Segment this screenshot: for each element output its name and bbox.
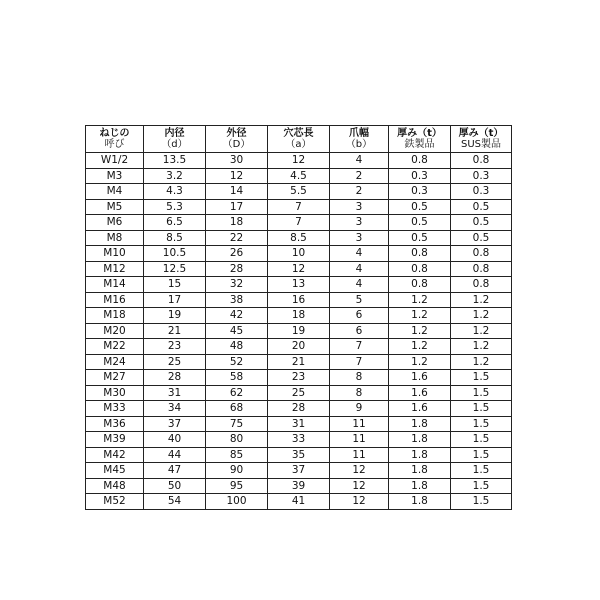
table-cell: 9 bbox=[330, 401, 389, 417]
table-row bbox=[86, 416, 512, 432]
header-claw-width bbox=[330, 126, 389, 153]
table-cell: 95 bbox=[206, 478, 268, 494]
table-cell: 0.8 bbox=[451, 246, 512, 262]
table-cell: M24 bbox=[86, 354, 144, 370]
table-cell: 1.2 bbox=[451, 308, 512, 324]
table-cell: 10.5 bbox=[144, 246, 206, 262]
table-row bbox=[86, 184, 512, 200]
table-cell: M52 bbox=[86, 494, 144, 510]
table-cell: M48 bbox=[86, 478, 144, 494]
table-cell: 5.5 bbox=[268, 184, 330, 200]
table-cell: 28 bbox=[206, 261, 268, 277]
table-cell: 31 bbox=[268, 416, 330, 432]
header-label: 穴芯長 bbox=[283, 128, 314, 139]
table-cell: 26 bbox=[206, 246, 268, 262]
table-cell: M6 bbox=[86, 215, 144, 231]
table-cell: 3.2 bbox=[144, 168, 206, 184]
table-row bbox=[86, 323, 512, 339]
header-thickness-steel bbox=[389, 126, 451, 153]
table-row bbox=[86, 261, 512, 277]
table-cell: 13.5 bbox=[144, 153, 206, 169]
table-cell: 1.8 bbox=[389, 416, 451, 432]
table-cell: 0.8 bbox=[451, 153, 512, 169]
table-cell: 1.2 bbox=[451, 292, 512, 308]
table-cell: 44 bbox=[144, 447, 206, 463]
table-cell: 5.3 bbox=[144, 199, 206, 215]
table-cell: 33 bbox=[268, 432, 330, 448]
table-cell: 1.2 bbox=[389, 339, 451, 355]
table-cell: 80 bbox=[206, 432, 268, 448]
table-cell: 25 bbox=[144, 354, 206, 370]
table-row bbox=[86, 153, 512, 169]
table-cell: 4.3 bbox=[144, 184, 206, 200]
header-label: 厚み（t） bbox=[397, 128, 442, 139]
table-row bbox=[86, 447, 512, 463]
table-cell: 1.5 bbox=[451, 447, 512, 463]
table-cell: 11 bbox=[330, 416, 389, 432]
header-thread-size bbox=[86, 126, 144, 153]
table-cell: 1.5 bbox=[451, 385, 512, 401]
table-cell: 8 bbox=[330, 385, 389, 401]
table-cell: 1.5 bbox=[451, 370, 512, 386]
table-cell: 7 bbox=[330, 339, 389, 355]
table-cell: M30 bbox=[86, 385, 144, 401]
table-cell: 21 bbox=[268, 354, 330, 370]
table-body bbox=[86, 153, 512, 510]
table-row bbox=[86, 168, 512, 184]
header-label: 外径 bbox=[226, 128, 247, 139]
table-cell: 3 bbox=[330, 215, 389, 231]
table-cell: 3 bbox=[330, 199, 389, 215]
table-cell: M8 bbox=[86, 230, 144, 246]
table-cell: 0.5 bbox=[389, 230, 451, 246]
table-row bbox=[86, 292, 512, 308]
table-cell: 54 bbox=[144, 494, 206, 510]
table-cell: 90 bbox=[206, 463, 268, 479]
table-cell: 37 bbox=[144, 416, 206, 432]
table-cell: 12 bbox=[330, 478, 389, 494]
table-cell: 18 bbox=[206, 215, 268, 231]
table-cell: 1.2 bbox=[451, 354, 512, 370]
table-cell: W1/2 bbox=[86, 153, 144, 169]
table-cell: 1.8 bbox=[389, 494, 451, 510]
table-cell: 0.8 bbox=[389, 261, 451, 277]
table-row bbox=[86, 199, 512, 215]
table-cell: 22 bbox=[206, 230, 268, 246]
table-cell: M39 bbox=[86, 432, 144, 448]
table-cell: 3 bbox=[330, 230, 389, 246]
table-cell: 1.2 bbox=[451, 323, 512, 339]
header-sublabel: （d） bbox=[161, 139, 188, 150]
table-cell: M22 bbox=[86, 339, 144, 355]
table-cell: M12 bbox=[86, 261, 144, 277]
table-cell: 12 bbox=[330, 463, 389, 479]
table-cell: 7 bbox=[268, 215, 330, 231]
table-cell: 1.8 bbox=[389, 432, 451, 448]
spec-table bbox=[85, 125, 512, 510]
table-cell: 7 bbox=[330, 354, 389, 370]
table-cell: 50 bbox=[144, 478, 206, 494]
table-cell: 1.5 bbox=[451, 416, 512, 432]
table-cell: 20 bbox=[268, 339, 330, 355]
table-cell: M3 bbox=[86, 168, 144, 184]
table-row bbox=[86, 246, 512, 262]
table-cell: 2 bbox=[330, 184, 389, 200]
table-cell: M4 bbox=[86, 184, 144, 200]
table-cell: 68 bbox=[206, 401, 268, 417]
table-cell: 40 bbox=[144, 432, 206, 448]
table-cell: 41 bbox=[268, 494, 330, 510]
table-cell: 42 bbox=[206, 308, 268, 324]
table-cell: 11 bbox=[330, 432, 389, 448]
table-cell: 1.2 bbox=[451, 339, 512, 355]
table-cell: 0.5 bbox=[451, 199, 512, 215]
table-cell: 35 bbox=[268, 447, 330, 463]
table-cell: 12 bbox=[268, 261, 330, 277]
table-row bbox=[86, 463, 512, 479]
table-cell: 16 bbox=[268, 292, 330, 308]
table-cell: M10 bbox=[86, 246, 144, 262]
table-cell: 13 bbox=[268, 277, 330, 293]
table-cell: 21 bbox=[144, 323, 206, 339]
table-cell: M14 bbox=[86, 277, 144, 293]
table-cell: 19 bbox=[268, 323, 330, 339]
table-cell: 18 bbox=[268, 308, 330, 324]
table-cell: 31 bbox=[144, 385, 206, 401]
header-inner-diameter bbox=[144, 126, 206, 153]
table-row bbox=[86, 215, 512, 231]
table-cell: 28 bbox=[144, 370, 206, 386]
table-cell: 4 bbox=[330, 153, 389, 169]
table-cell: 12.5 bbox=[144, 261, 206, 277]
table-cell: 34 bbox=[144, 401, 206, 417]
table-cell: 1.5 bbox=[451, 401, 512, 417]
table-cell: 12 bbox=[206, 168, 268, 184]
table-cell: 4 bbox=[330, 277, 389, 293]
header-sublabel: 呼び bbox=[104, 139, 125, 150]
table-row bbox=[86, 432, 512, 448]
table-cell: 0.8 bbox=[389, 277, 451, 293]
table-cell: 48 bbox=[206, 339, 268, 355]
header-row bbox=[86, 126, 512, 153]
table-cell: 6 bbox=[330, 308, 389, 324]
table-cell: 38 bbox=[206, 292, 268, 308]
table-cell: 1.8 bbox=[389, 463, 451, 479]
header-sublabel: （D） bbox=[222, 139, 251, 150]
table-cell: M18 bbox=[86, 308, 144, 324]
header-label: 厚み（t） bbox=[458, 128, 504, 139]
table-cell: 1.5 bbox=[451, 478, 512, 494]
table-cell: 5 bbox=[330, 292, 389, 308]
table-cell: 8.5 bbox=[268, 230, 330, 246]
table-cell: 1.6 bbox=[389, 370, 451, 386]
table-cell: 39 bbox=[268, 478, 330, 494]
table-cell: 0.8 bbox=[389, 246, 451, 262]
table-row bbox=[86, 494, 512, 510]
table-row bbox=[86, 370, 512, 386]
table-row bbox=[86, 230, 512, 246]
header-outer-diameter bbox=[206, 126, 268, 153]
header-hole-center bbox=[268, 126, 330, 153]
table-cell: 19 bbox=[144, 308, 206, 324]
table-cell: 4 bbox=[330, 246, 389, 262]
table-row bbox=[86, 277, 512, 293]
table-row bbox=[86, 478, 512, 494]
table-cell: 0.8 bbox=[451, 277, 512, 293]
table-cell: 4 bbox=[330, 261, 389, 277]
table-cell: M45 bbox=[86, 463, 144, 479]
table-cell: 1.2 bbox=[389, 292, 451, 308]
table-cell: 1.2 bbox=[389, 354, 451, 370]
table-cell: 17 bbox=[144, 292, 206, 308]
table-cell: 25 bbox=[268, 385, 330, 401]
table-row bbox=[86, 385, 512, 401]
table-cell: 52 bbox=[206, 354, 268, 370]
table-cell: M42 bbox=[86, 447, 144, 463]
table-cell: 85 bbox=[206, 447, 268, 463]
table-cell: M33 bbox=[86, 401, 144, 417]
table-cell: 0.3 bbox=[389, 184, 451, 200]
table-cell: 1.5 bbox=[451, 463, 512, 479]
table-cell: 58 bbox=[206, 370, 268, 386]
table-cell: 4.5 bbox=[268, 168, 330, 184]
table-cell: 0.3 bbox=[389, 168, 451, 184]
table-cell: 37 bbox=[268, 463, 330, 479]
table-cell: 1.6 bbox=[389, 385, 451, 401]
table-cell: 12 bbox=[268, 153, 330, 169]
table-cell: 2 bbox=[330, 168, 389, 184]
table-cell: 47 bbox=[144, 463, 206, 479]
table-cell: 32 bbox=[206, 277, 268, 293]
table-cell: 0.5 bbox=[451, 230, 512, 246]
table-cell: 30 bbox=[206, 153, 268, 169]
table-row bbox=[86, 354, 512, 370]
table-cell: 0.8 bbox=[389, 153, 451, 169]
table-cell: 0.5 bbox=[389, 199, 451, 215]
table-cell: 8 bbox=[330, 370, 389, 386]
table-row bbox=[86, 401, 512, 417]
table-cell: 0.5 bbox=[389, 215, 451, 231]
table-cell: 12 bbox=[330, 494, 389, 510]
table-cell: 45 bbox=[206, 323, 268, 339]
table-cell: 11 bbox=[330, 447, 389, 463]
table-cell: 8.5 bbox=[144, 230, 206, 246]
table-cell: 75 bbox=[206, 416, 268, 432]
header-label: 爪幅 bbox=[349, 128, 369, 139]
header-thickness-sus bbox=[451, 126, 512, 153]
table-cell: 1.5 bbox=[451, 432, 512, 448]
table-cell: M5 bbox=[86, 199, 144, 215]
table-cell: 6 bbox=[330, 323, 389, 339]
header-sublabel: （a） bbox=[285, 139, 312, 150]
table-cell: 62 bbox=[206, 385, 268, 401]
table-cell: 0.3 bbox=[451, 184, 512, 200]
table-cell: 23 bbox=[268, 370, 330, 386]
table-row bbox=[86, 308, 512, 324]
table-cell: M20 bbox=[86, 323, 144, 339]
header-label: ねじの bbox=[99, 128, 130, 139]
table-cell: 100 bbox=[206, 494, 268, 510]
table-cell: 0.3 bbox=[451, 168, 512, 184]
table-cell: 6.5 bbox=[144, 215, 206, 231]
table-cell: 1.5 bbox=[451, 494, 512, 510]
table-cell: 1.8 bbox=[389, 447, 451, 463]
table-cell: 10 bbox=[268, 246, 330, 262]
table-row bbox=[86, 339, 512, 355]
header-sublabel: SUS製品 bbox=[460, 139, 501, 150]
table-cell: 17 bbox=[206, 199, 268, 215]
table-cell: 15 bbox=[144, 277, 206, 293]
table-cell: 23 bbox=[144, 339, 206, 355]
table-cell: M36 bbox=[86, 416, 144, 432]
table-cell: 28 bbox=[268, 401, 330, 417]
header-sublabel: 鉄製品 bbox=[404, 139, 435, 150]
table-cell: 0.5 bbox=[451, 215, 512, 231]
table-cell: 0.8 bbox=[451, 261, 512, 277]
table-cell: 7 bbox=[268, 199, 330, 215]
table-cell: M16 bbox=[86, 292, 144, 308]
header-label: 内径 bbox=[164, 128, 185, 139]
table-cell: M27 bbox=[86, 370, 144, 386]
table-cell: 1.2 bbox=[389, 323, 451, 339]
table-cell: 1.2 bbox=[389, 308, 451, 324]
table-cell: 1.8 bbox=[389, 478, 451, 494]
table-cell: 14 bbox=[206, 184, 268, 200]
table-cell: 1.6 bbox=[389, 401, 451, 417]
header-sublabel: （b） bbox=[345, 139, 373, 150]
